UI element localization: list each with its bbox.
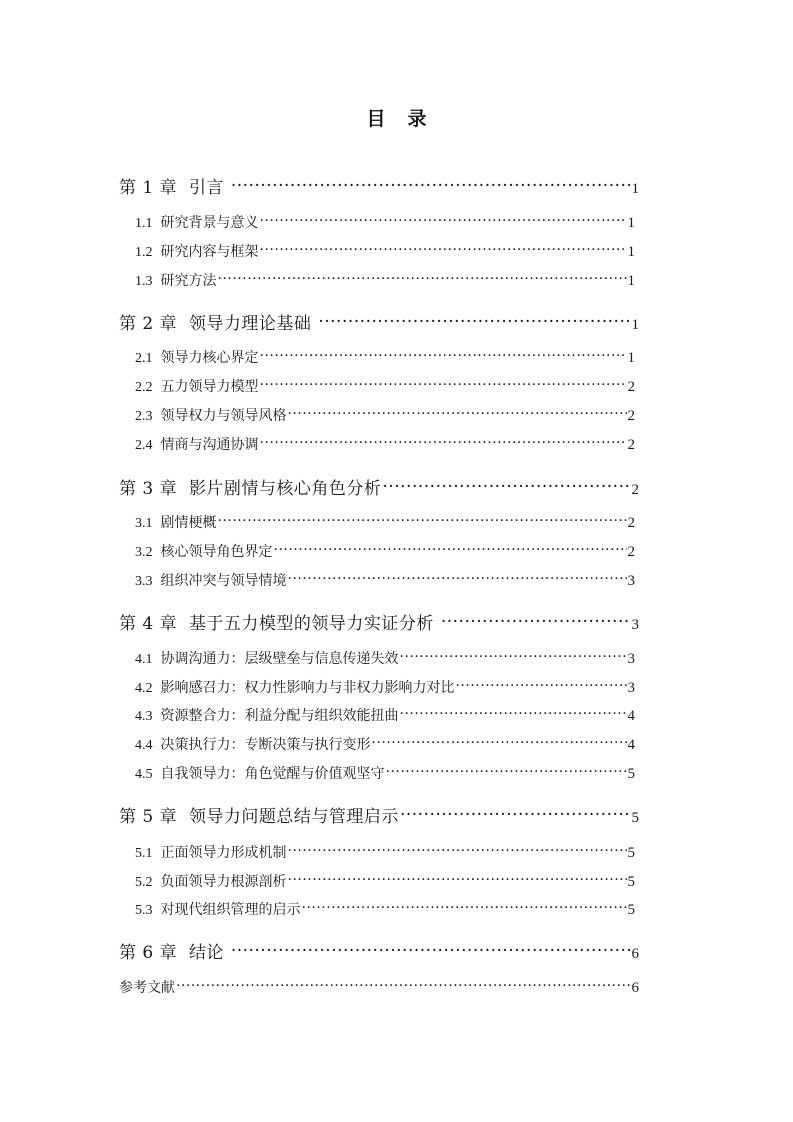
toc-section-5-1[interactable] <box>135 842 635 862</box>
dot-leader <box>176 978 631 992</box>
toc-entry-label: 1.3 研究方法 <box>135 273 217 289</box>
toc-section-5-2[interactable] <box>135 871 635 891</box>
page-number: 3 <box>631 617 639 633</box>
dot-leader <box>302 900 627 914</box>
page-number: 1 <box>631 181 639 197</box>
dot-leader <box>386 764 627 778</box>
dot-leader <box>382 477 630 494</box>
dot-leader <box>288 406 627 420</box>
toc-chapter-4[interactable] <box>119 609 639 634</box>
page-number: 2 <box>627 544 635 560</box>
toc-section-4-4[interactable] <box>135 734 635 754</box>
toc-section-1-1[interactable] <box>135 212 635 232</box>
toc-entry-label: 2.4 情商与沟通协调 <box>135 437 259 453</box>
toc-title-char-1: 目 <box>366 108 386 130</box>
toc-section-4-3[interactable] <box>135 705 635 725</box>
toc-section-2-2[interactable] <box>135 376 635 396</box>
page-number: 2 <box>627 408 635 424</box>
dot-leader <box>218 513 627 527</box>
dot-leader <box>260 377 627 391</box>
toc-chapter-2[interactable] <box>119 309 639 334</box>
dot-leader <box>218 271 627 285</box>
toc-entry-label: 参考文献 <box>119 980 175 996</box>
dot-leader <box>260 435 627 449</box>
toc-entry-label: 3.1 剧情梗概 <box>135 515 217 531</box>
dot-leader <box>231 941 631 958</box>
dot-leader <box>260 348 627 362</box>
toc-chapter-1[interactable] <box>119 173 639 198</box>
dot-leader <box>372 735 627 749</box>
toc-chapter-3[interactable] <box>119 474 639 499</box>
page-number: 1 <box>627 215 635 231</box>
page-number: 5 <box>627 766 635 782</box>
dot-leader <box>260 213 627 227</box>
dot-leader <box>274 542 627 556</box>
toc-section-2-1[interactable] <box>135 347 635 367</box>
toc-chapter-6[interactable] <box>119 938 639 963</box>
page-number: 1 <box>627 273 635 289</box>
page-number: 5 <box>627 874 635 890</box>
toc-entry-label: 4.4 决策执行力：专断决策与执行变形 <box>135 737 371 753</box>
toc-section-2-3[interactable] <box>135 405 635 425</box>
toc-entry-label: 5.2 负面领导力根源剖析 <box>135 874 287 890</box>
toc-section-1-3[interactable] <box>135 270 635 290</box>
page-number: 3 <box>627 573 635 589</box>
toc-entry-label: 第 1 章 引言 <box>119 178 224 198</box>
toc-section-3-2[interactable] <box>135 541 635 561</box>
toc-entry-label: 1.1 研究背景与意义 <box>135 215 259 231</box>
dot-leader <box>456 678 627 692</box>
toc-chapter-5[interactable] <box>119 802 639 827</box>
toc-section-4-1[interactable] <box>135 648 635 668</box>
dot-leader <box>400 649 627 663</box>
toc-section-2-4[interactable] <box>135 434 635 454</box>
toc-entry-label: 5.1 正面领导力形成机制 <box>135 845 287 861</box>
dot-leader <box>288 872 627 886</box>
toc-entry-label: 5.3 对现代组织管理的启示 <box>135 902 301 918</box>
dot-leader <box>260 242 627 256</box>
toc-title-char-2: 录 <box>407 108 427 130</box>
page-number: 1 <box>631 317 639 333</box>
page-number: 2 <box>627 379 635 395</box>
toc-entry-label: 4.2 影响感召力：权力性影响力与非权力影响力对比 <box>135 680 455 696</box>
toc-entry-label: 2.3 领导权力与领导风格 <box>135 408 287 424</box>
dot-leader <box>288 843 627 857</box>
dot-leader <box>441 612 631 629</box>
toc-section-4-2[interactable] <box>135 677 635 697</box>
toc-entry-label: 第 2 章 领导力理论基础 <box>119 314 312 334</box>
page-number: 4 <box>627 737 635 753</box>
dot-leader <box>400 805 631 822</box>
toc-entry-label: 4.5 自我领导力：角色觉醒与价值观坚守 <box>135 766 385 782</box>
page-number: 1 <box>627 350 635 366</box>
toc-title <box>0 104 793 131</box>
toc-references[interactable] <box>119 977 639 997</box>
page-number: 4 <box>627 708 635 724</box>
page-number: 2 <box>627 515 635 531</box>
dot-leader <box>288 571 627 585</box>
toc-entry-label: 2.2 五力领导力模型 <box>135 379 259 395</box>
toc-section-3-3[interactable] <box>135 570 635 590</box>
toc-entry-label: 第 6 章 结论 <box>119 943 224 963</box>
page-number: 2 <box>627 437 635 453</box>
dot-leader <box>231 176 631 193</box>
page-number: 5 <box>627 902 635 918</box>
dot-leader <box>318 312 630 329</box>
page-number: 5 <box>627 845 635 861</box>
toc-section-4-5[interactable] <box>135 763 635 783</box>
page-number: 2 <box>631 482 639 498</box>
toc-section-3-1[interactable] <box>135 512 635 532</box>
toc-entry-label: 4.3 资源整合力：利益分配与组织效能扭曲 <box>135 708 399 724</box>
toc-entry-label: 4.1 协调沟通力：层级壁垒与信息传递失效 <box>135 651 399 667</box>
toc-entry-label: 3.2 核心领导角色界定 <box>135 544 273 560</box>
page-number: 1 <box>627 244 635 260</box>
toc-section-5-3[interactable] <box>135 899 635 919</box>
page-number: 6 <box>631 980 639 996</box>
toc-entry-label: 第 5 章 领导力问题总结与管理启示 <box>119 807 399 827</box>
toc-entry-label: 1.2 研究内容与框架 <box>135 244 259 260</box>
toc-entry-label: 2.1 领导力核心界定 <box>135 350 259 366</box>
page-number: 5 <box>631 810 639 826</box>
toc-entry-label: 3.3 组织冲突与领导情境 <box>135 573 287 589</box>
page-number: 6 <box>631 946 639 962</box>
toc-entry-label: 第 3 章 影片剧情与核心角色分析 <box>119 479 382 499</box>
dot-leader <box>400 706 627 720</box>
toc-section-1-2[interactable] <box>135 241 635 261</box>
toc-entry-label: 第 4 章 基于五力模型的领导力实证分析 <box>119 614 434 634</box>
page-number: 3 <box>627 651 635 667</box>
page-number: 3 <box>627 680 635 696</box>
